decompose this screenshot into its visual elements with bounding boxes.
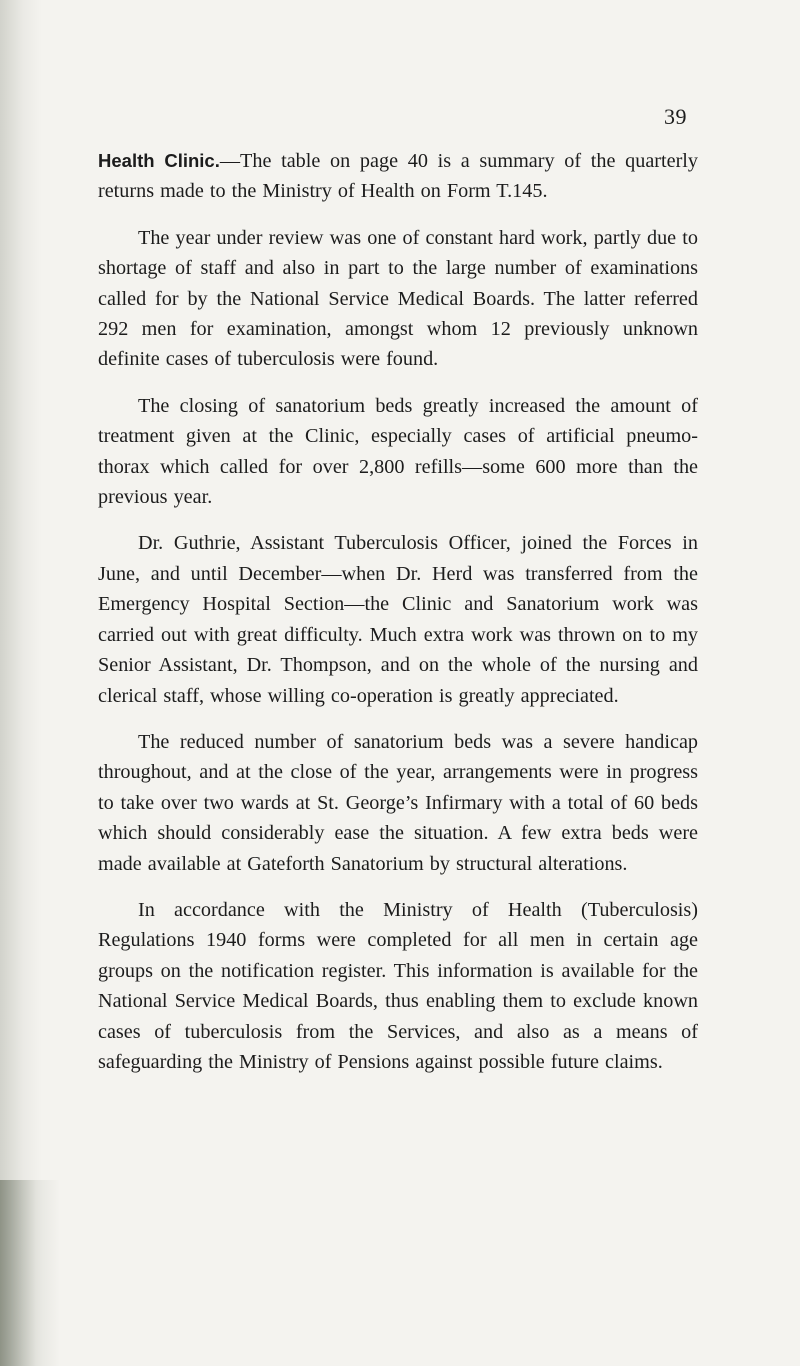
paragraph: Dr. Guthrie, Assistant Tuberculosis Officer, joined the Forces in June, and until December—when Dr. Herd was transferred from the Emergency Hospital Section—the Clinic and Sanatorium work was carried out with great difficulty. Much extra work was thrown on to my Senior Assistant, Dr. Thompson, and on the whole of the nursing and clerical staff, whose willing co-operation is greatly appreciated.: [98, 532, 698, 707]
page-edge-shadow: [0, 0, 42, 1366]
paragraph-health-clinic: [98, 146, 698, 207]
paragraph: In accordance with the Ministry of Health (Tuberculosis) Regulations 1940 forms were completed for all men in certain age groups on the notification register. This information is available for the National Service Medical Boards, thus enabling them to exclude known cases of tuberculosis from the Services, and also as a means of safeguarding the Ministry of Pensions against possible future claims.: [98, 898, 698, 1073]
section-heading: Health Clinic.: [98, 150, 220, 171]
page-corner-shadow: [0, 1180, 60, 1366]
paragraph-lead-text: —The table on page 40 is a summary of the quarterly returns made to the Ministry of Health on Form T.145.: [98, 150, 698, 203]
paragraph: The reduced number of sanatorium beds was a severe handicap throughout, and at the close of the year, arrangements were in progress to take over two wards at St. George’s Infirmary with a total of 60 beds which should considerably ease the situation. A few extra beds were made available at Gateforth Sanatorium by structural alterations.: [98, 730, 698, 875]
paragraph: The year under review was one of constant hard work, partly due to shortage of staff and also in part to the large number of examinations called for by the National Service Medical Boards. The latter referred 292 men for examination, amongst whom 12 previously unknown definite cases of tuberculosis were found.: [98, 226, 698, 371]
document-body: [98, 146, 698, 1093]
page-number: 39: [664, 104, 687, 129]
paragraph: The closing of sanatorium beds greatly increased the amount of treatment given at the Clinic, especially cases of artificial pneumo-thorax which called for over 2,800 refills—some 600 more than the previous year.: [98, 394, 698, 509]
